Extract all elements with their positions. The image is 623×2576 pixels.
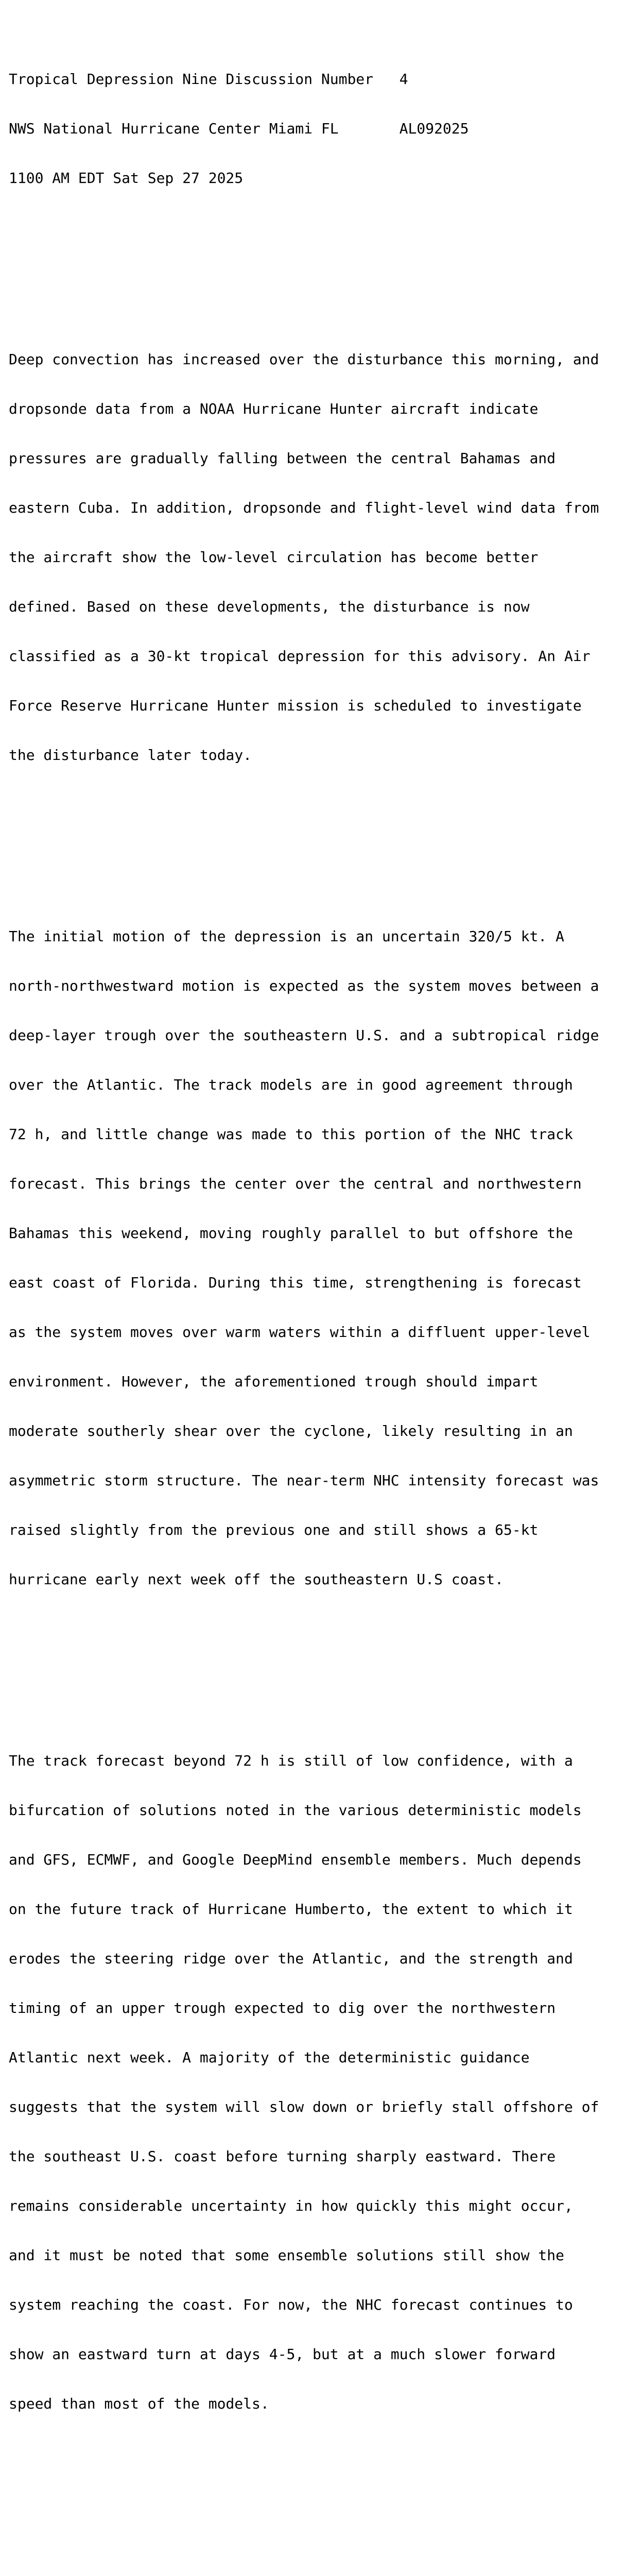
text-line: hurricane early next week off the southeastern U.S coast. [9, 1571, 504, 1588]
text-line: The initial motion of the depression is an uncertain 320/5 kt. A [9, 928, 564, 945]
text-line: forecast. This brings the center over the central and northwestern [9, 1175, 582, 1192]
text-line: eastern Cuba. In addition, dropsonde and flight-level wind data from [9, 499, 599, 516]
blank-line [9, 2478, 623, 2495]
text-line: Atlantic next week. A majority of the deterministic guidance [9, 2049, 530, 2066]
text-line: the southeast U.S. coast before turning sharply eastward. There [9, 2148, 556, 2165]
text-line: raised slightly from the previous one and still shows a 65-kt [9, 1521, 539, 1538]
paragraph-convection [9, 318, 623, 796]
text-line: east coast of Florida. During this time, strengthening is forecast [9, 1274, 582, 1291]
text-line: show an eastward turn at days 4-5, but at a much slower forward [9, 2346, 556, 2363]
text-line: classified as a 30-kt tropical depression for this advisory. An Air [9, 648, 591, 665]
text-line: Deep convection has increased over the disturbance this morning, and [9, 351, 599, 368]
text-line: defined. Based on these developments, the disturbance is now [9, 598, 530, 615]
text-line: and it must be noted that some ensemble solutions still show the [9, 2247, 564, 2264]
text-line: erodes the steering ridge over the Atlantic, and the strength and [9, 1950, 573, 1967]
text-line: 72 h, and little change was made to this portion of the NHC track [9, 1126, 573, 1143]
text-line: pressures are gradually falling between the central Bahamas and [9, 450, 556, 467]
blank-line [9, 252, 623, 269]
text-line: over the Atlantic. The track models are in good agreement through [9, 1076, 573, 1093]
text-line: timing of an upper trough expected to dig over the northwestern [9, 1999, 556, 2016]
text-line: the disturbance later today. [9, 747, 252, 764]
discussion-header [9, 38, 623, 219]
paragraph-motion [9, 895, 623, 1621]
text-line: Force Reserve Hurricane Hunter mission is scheduled to investigate [9, 697, 582, 714]
text-line: environment. However, the aforementioned trough should impart [9, 1373, 539, 1390]
paragraph-track-forecast [9, 1720, 623, 2445]
text-line: north-northwestward motion is expected as the system moves between a [9, 977, 599, 994]
text-line: moderate southerly shear over the cyclone, likely resulting in an [9, 1422, 573, 1439]
text-line: asymmetric storm structure. The near-term NHC intensity forecast was [9, 1472, 599, 1489]
text-line: speed than most of the models. [9, 2395, 269, 2412]
text-line: The track forecast beyond 72 h is still of low confidence, with a [9, 1752, 573, 1769]
paragraph-watch [9, 2544, 623, 2576]
text-line: suggests that the system will slow down or briefly stall offshore of [9, 2098, 599, 2115]
text-line: deep-layer trough over the southeastern U.S. and a subtropical ridge [9, 1027, 599, 1044]
text-line: as the system moves over warm waters within a diffluent upper-level [9, 1324, 591, 1341]
blank-line [9, 829, 623, 846]
header-office-line: NWS National Hurricane Center Miami FL AL092025 [9, 120, 469, 137]
text-line: on the future track of Hurricane Humberto, the extent to which it [9, 1901, 573, 1918]
text-line: dropsonde data from a NOAA Hurricane Hunter aircraft indicate [9, 400, 539, 417]
text-line: Bahamas this weekend, moving roughly parallel to but offshore the [9, 1225, 573, 1242]
header-title-line: Tropical Depression Nine Discussion Number 4 [9, 71, 408, 88]
blank-line [9, 1654, 623, 1670]
text-line: and GFS, ECMWF, and Google DeepMind ensemble members. Much depends [9, 1851, 582, 1868]
text-line: system reaching the coast. For now, the NHC forecast continues to [9, 2296, 573, 2313]
text-line: the aircraft show the low-level circulation has become better [9, 549, 539, 566]
text-line: remains considerable uncertainty in how quickly this might occur, [9, 2197, 573, 2214]
header-timestamp-line: 1100 AM EDT Sat Sep 27 2025 [9, 170, 244, 187]
text-line: bifurcation of solutions noted in the various deterministic models [9, 1802, 582, 1819]
